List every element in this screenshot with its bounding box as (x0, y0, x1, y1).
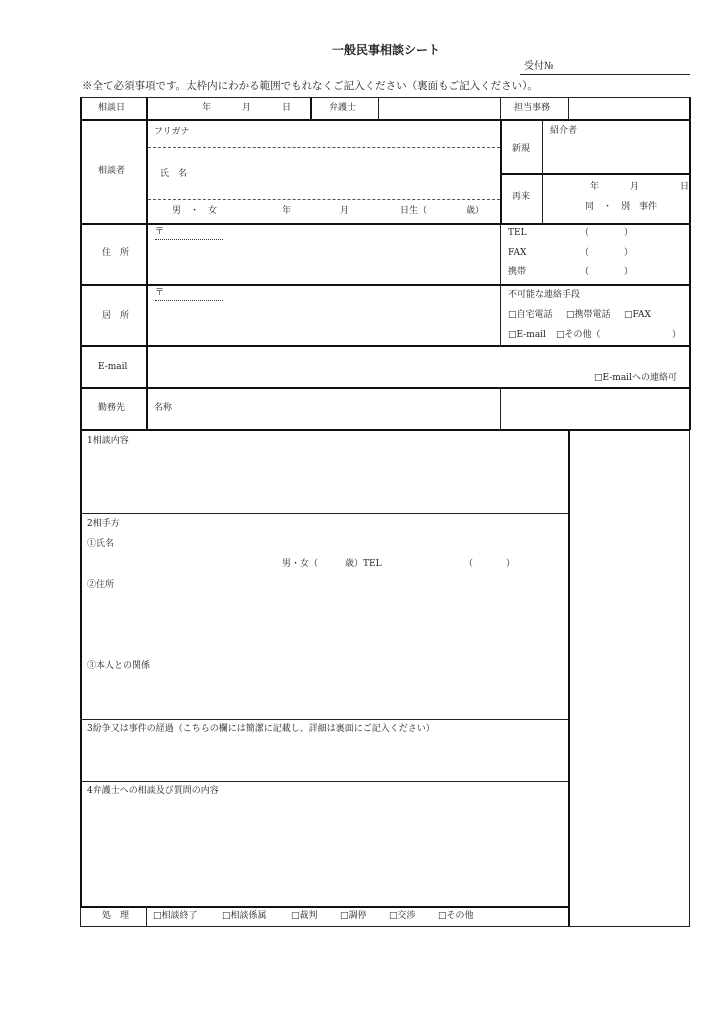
section-4-bottom (80, 906, 569, 908)
checkbox-other[interactable]: □その他（ (556, 330, 601, 340)
section-2-title: 2相手方 (87, 519, 120, 529)
section-1-title: 1相談内容 (87, 436, 129, 446)
opponent-tel-paren-open: （ (464, 559, 474, 569)
tel-label: TEL (508, 228, 527, 238)
thick-frame-right (689, 97, 691, 430)
section-4-title: 4弁護士への相談及び質問の内容 (87, 786, 219, 796)
new-repeat-divider (500, 173, 690, 175)
age-close: 歳） (466, 206, 485, 216)
consult-day: 日 (282, 103, 292, 113)
consult-year: 年 (202, 103, 212, 113)
repeat-visit-label: 再来 (512, 192, 531, 202)
thick-frame-left (80, 97, 82, 430)
other-paren-close: ） (672, 330, 682, 340)
checkbox-consult-pending[interactable]: □相談係属 (222, 911, 267, 921)
section-3-title: 3紛争又は事件の経過（こちらの欄には簡潔に記載し、詳細は裏面にご記入ください） (87, 724, 435, 734)
name-divider (148, 199, 500, 200)
furigana-divider (148, 147, 500, 148)
address-postal-line (155, 239, 223, 240)
processing-label-divider (146, 907, 147, 927)
office-divider (500, 97, 501, 120)
repeat-day: 日 (680, 182, 690, 192)
birth-year: 年 (282, 206, 292, 216)
thick-frame-top (80, 119, 690, 121)
fax-paren-open: （ (580, 248, 590, 258)
office-staff-label: 担当事務 (514, 103, 551, 113)
section-2-bottom (80, 719, 569, 720)
opponent-address-label: ②住所 (87, 580, 115, 590)
checkbox-consult-finished[interactable]: □相談終了 (153, 911, 198, 921)
sex-choice: 男 ・ 女 (172, 206, 218, 216)
repeat-value-divider (542, 174, 543, 224)
lower-inner-divider (568, 430, 570, 927)
lower-frame-right (689, 430, 690, 927)
checkbox-mobile-phone[interactable]: □携帯電話 (566, 310, 611, 320)
residence-bottom (80, 345, 690, 347)
consult-date-label: 相談日 (98, 103, 126, 113)
email-label: E-mail (98, 362, 128, 372)
address-contact-divider (500, 224, 501, 284)
lower-left-thick (80, 430, 82, 907)
mobile-label: 携帯 (508, 267, 527, 277)
address-bottom (80, 284, 690, 286)
referrer-label: 紹介者 (550, 126, 578, 136)
unavailable-contact-label: 不可能な連絡手段 (508, 290, 581, 300)
workplace-label: 勤務先 (98, 403, 126, 413)
opponent-relation-label: ③本人との関係 (87, 661, 151, 671)
workplace-divider (500, 388, 501, 429)
opponent-name-label: ①氏名 (87, 539, 115, 549)
checkbox-email-contact-ok[interactable]: □E-mailへの連絡可 (594, 373, 677, 383)
section-3-bottom (80, 781, 569, 782)
repeat-month: 月 (630, 182, 640, 192)
opponent-sex-age-tel: 男・女（ 歳）TEL (282, 559, 382, 569)
same-or-different-case: 同 ・ 別 事件 (585, 202, 658, 212)
lower-frame-bottom (80, 926, 690, 927)
residence-postal-mark: 〒 (155, 288, 165, 298)
email-bottom (80, 387, 690, 389)
new-referrer-divider (542, 119, 543, 174)
repeat-year: 年 (590, 182, 600, 192)
fax-label: FAX (508, 248, 527, 258)
birth-month: 月 (340, 206, 350, 216)
residence-contact-divider (500, 285, 501, 346)
residence-label: 居 所 (102, 311, 130, 321)
furigana-label: フリガナ (154, 127, 190, 137)
address-postal-mark: 〒 (155, 227, 165, 237)
checkbox-trial[interactable]: □裁判 (291, 911, 318, 921)
consultant-right-divider (500, 119, 502, 224)
name-label: 氏 名 (160, 169, 188, 179)
mobile-paren-open: （ (580, 267, 590, 277)
checkbox-home-phone[interactable]: □自宅電話 (508, 310, 553, 320)
processing-label: 処 理 (102, 911, 130, 921)
lawyer-value-divider (378, 97, 379, 120)
thick-frame-bottom (80, 429, 690, 431)
receipt-number-line (520, 74, 690, 75)
birth-day-open: 日生（ (400, 206, 428, 216)
consultant-bottom (80, 223, 690, 225)
form-title: 一般民事相談シート (331, 43, 441, 57)
workplace-name-label: 名称 (154, 403, 173, 413)
receipt-number-label: 受付№ (524, 61, 554, 72)
mobile-paren-close: ） (624, 267, 634, 277)
top-row-top-border (80, 97, 690, 98)
tel-paren-close: ） (624, 228, 634, 238)
consult-month: 月 (242, 103, 252, 113)
residence-postal-line (155, 300, 223, 301)
form-notice: ※全て必須事項です。太枠内にわかる範囲でもれなくご記入ください（裏面もご記入ください）。 (82, 80, 538, 92)
checkbox-negotiation[interactable]: □交渉 (389, 911, 416, 921)
fax-paren-close: ） (624, 248, 634, 258)
date-lawyer-divider (310, 97, 312, 120)
new-visit-label: 新規 (512, 144, 531, 154)
checkbox-mediation[interactable]: □調停 (340, 911, 367, 921)
checkbox-fax[interactable]: □FAX (624, 310, 651, 320)
section-1-bottom (80, 513, 569, 514)
office-value-divider (568, 97, 569, 120)
tel-paren-open: （ (580, 228, 590, 238)
lawyer-label: 弁護士 (329, 103, 357, 113)
checkbox-other-processing[interactable]: □その他 (438, 911, 474, 921)
opponent-tel-paren-close: ） (506, 559, 516, 569)
consultant-label: 相談者 (98, 166, 126, 176)
address-label: 住 所 (102, 248, 130, 258)
checkbox-email[interactable]: □E-mail (508, 330, 546, 340)
